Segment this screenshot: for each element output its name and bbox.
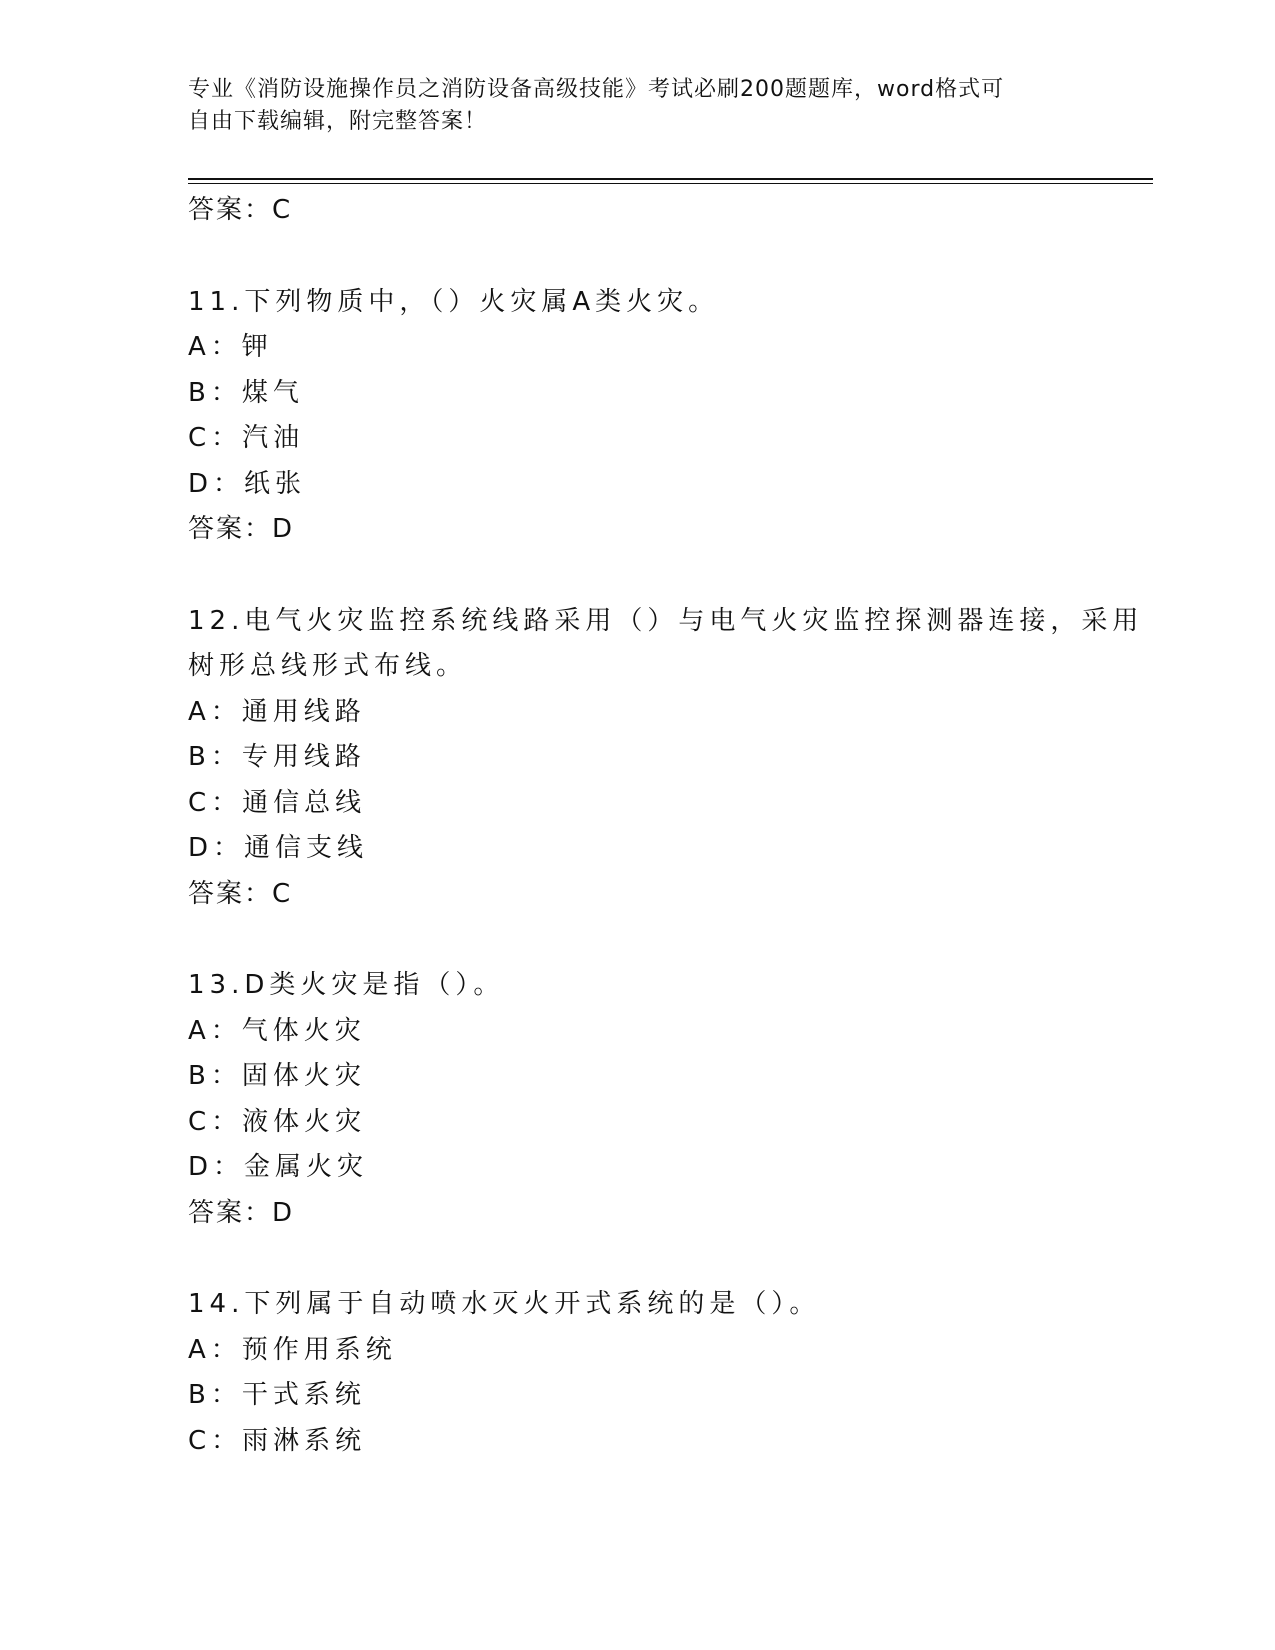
option-a: A：通用线路 (188, 696, 366, 727)
option-d: D：金属火灾 (188, 1152, 369, 1182)
question-block (188, 1282, 1088, 1464)
question-stem-continued: 树形总线形式布线。 (188, 651, 468, 681)
option-d: D：纸张 (188, 468, 307, 499)
answer-line: 答案：C (188, 195, 293, 225)
option-d: D：通信支线 (188, 833, 369, 863)
option-b: B：煤气 (188, 377, 304, 408)
question-block (188, 599, 1144, 918)
question-list (188, 188, 1144, 1464)
question-stem: 12.电气火灾监控系统线路采用（）与电气火灾监控探测器连接，采用 (188, 605, 1144, 636)
answer-line: 答案：D (188, 514, 295, 544)
option-a: A：气体火灾 (188, 1015, 366, 1046)
option-c: C：汽油 (188, 423, 305, 453)
answer-line: 答案：D (188, 1197, 295, 1228)
question-stem: 11.下列物质中，（）火灾属A类火灾。 (188, 286, 720, 317)
question-block (188, 280, 1088, 553)
option-b: B：干式系统 (188, 1380, 366, 1410)
question-stem: 13.D类火灾是指（）。 (188, 970, 505, 1000)
option-c: C：雨淋系统 (188, 1425, 367, 1456)
option-a: A：预作用系统 (188, 1334, 397, 1365)
answer-line: 答案：C (188, 878, 293, 909)
option-c: C：液体火灾 (188, 1106, 367, 1137)
header-divider-thick (188, 178, 1153, 180)
header-divider-thin (188, 183, 1153, 184)
header-line-1: 专业《消防设施操作员之消防设备高级技能》考试必刷200题题库，word格式可 (188, 77, 1005, 102)
question-block (188, 963, 1088, 1236)
header-line-2: 自由下载编辑，附完整答案！ (188, 109, 488, 134)
question-stem: 14.下列属于自动喷水灭火开式系统的是（）。 (188, 1289, 821, 1319)
option-a: A：钾 (188, 332, 273, 362)
option-b: B：专用线路 (188, 742, 366, 772)
option-b: B：固体火灾 (188, 1061, 366, 1091)
document-header (188, 74, 1068, 138)
option-c: C：通信总线 (188, 787, 367, 818)
